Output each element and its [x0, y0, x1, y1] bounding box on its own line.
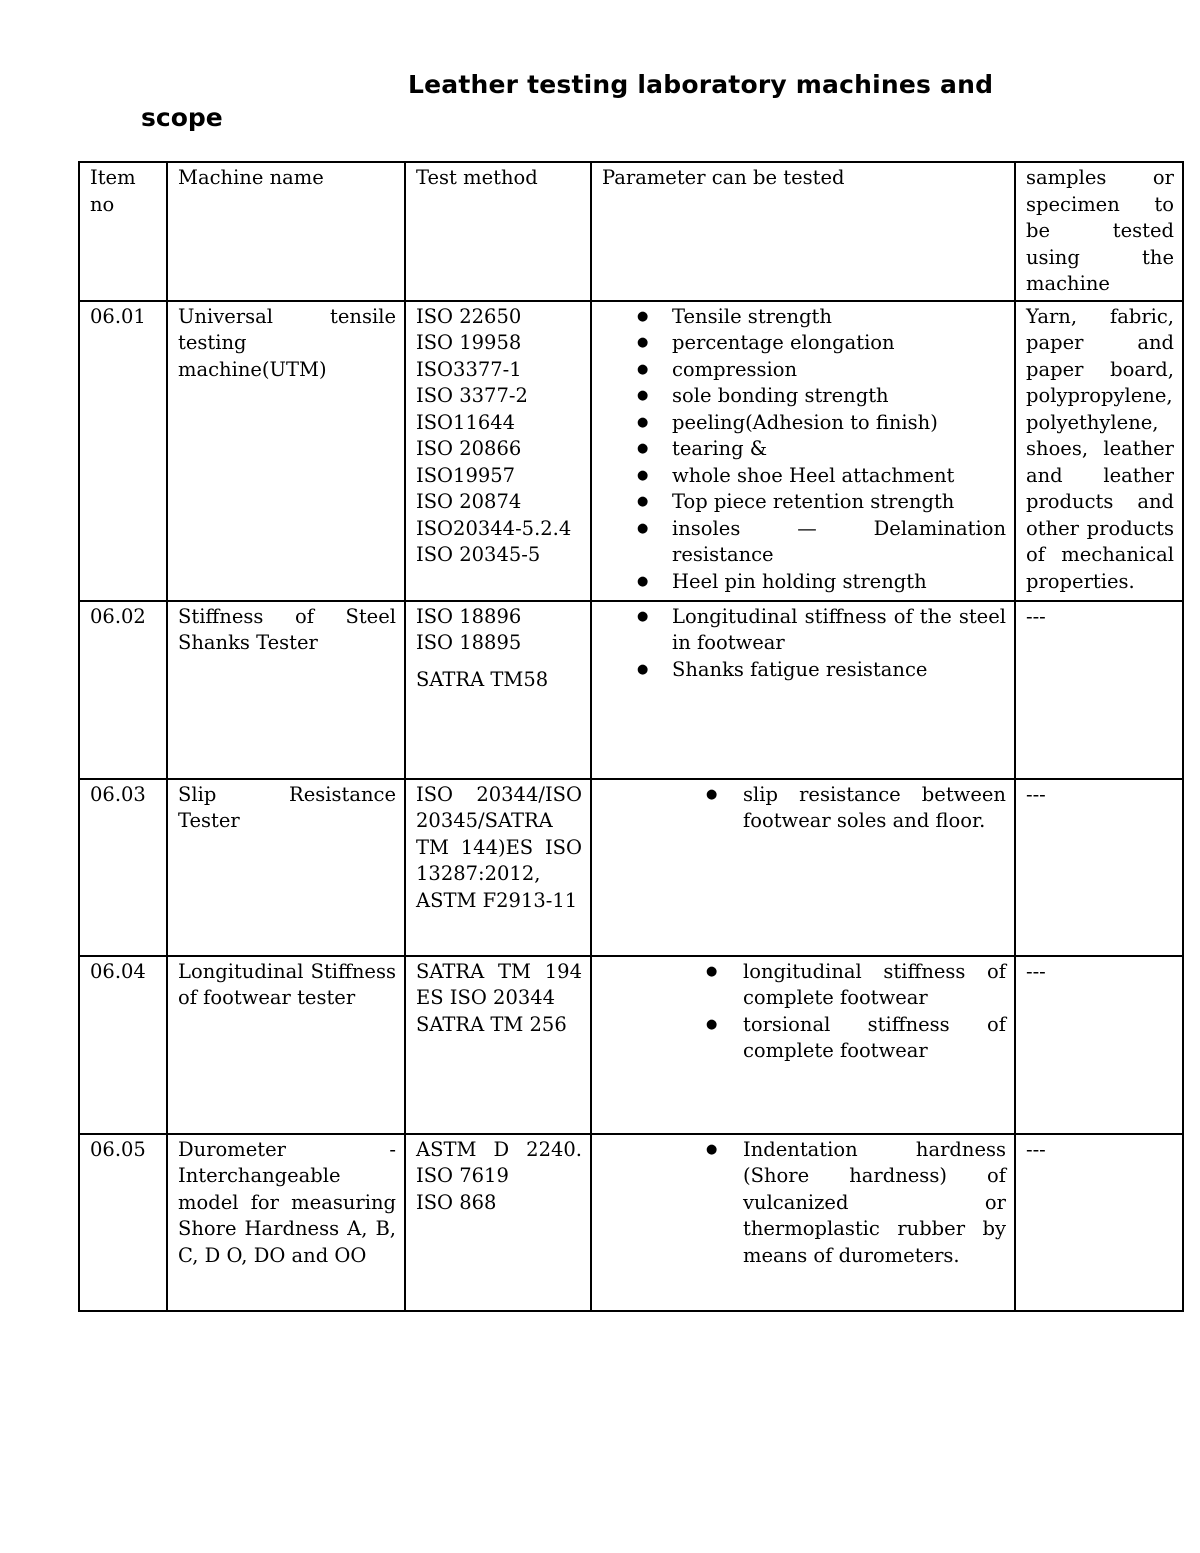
test-method-line: ISO 20874: [416, 490, 522, 513]
test-method-line: ISO 3377-2: [416, 384, 528, 407]
test-method-line: SATRA TM 194: [416, 959, 582, 983]
test-method-line: ISO19957: [416, 463, 516, 487]
parameter-cell: [591, 301, 1015, 601]
test-method-line: ISO11644: [416, 410, 516, 434]
samples-cell: ---: [1015, 779, 1183, 956]
test-method-line: SATRA TM58: [416, 667, 549, 691]
samples-cell: ---: [1015, 1134, 1183, 1311]
test-method-line: ISO 19958: [416, 331, 522, 354]
samples-cell: ---: [1015, 956, 1183, 1134]
samples-cell: ---: [1015, 601, 1183, 779]
test-method-cell: [405, 956, 591, 1134]
parameter-cell: [591, 779, 1015, 956]
machines-table: [78, 161, 1184, 1312]
parameter-list: [602, 1137, 1006, 1270]
test-method-cell: [405, 601, 591, 779]
machine-name-cell: Universal tensile testing machine(UTM): [167, 301, 405, 601]
header-machine-name: Machine name: [167, 162, 405, 301]
item-no-cell: 06.04: [79, 956, 167, 1134]
machine-name-cell: Durometer - Interchangeable model for measuring Shore Hardness A, B, C, D O, DO and OO: [167, 1134, 405, 1311]
parameter-item: ● peeling(Adhesion to finish): [602, 410, 1006, 437]
document-title-line-2: scope: [141, 103, 223, 132]
test-method-line: ISO 18896: [416, 604, 522, 628]
document-title-line-1: Leather testing laboratory machines and: [408, 70, 994, 99]
parameter-list: [602, 304, 1006, 596]
test-method-line: ISO 18895: [416, 631, 522, 654]
parameter-item: ● Shanks fatigue resistance: [602, 657, 1006, 684]
parameter-list: [602, 959, 1006, 1065]
table-header-row: [79, 162, 1183, 301]
test-method-line: ISO 868: [416, 1190, 497, 1214]
table-row: [79, 1134, 1183, 1311]
parameter-list: [602, 604, 1006, 684]
test-method-line: ISO 20866: [416, 437, 522, 460]
parameter-item: ● whole shoe Heel attachment: [602, 463, 1006, 490]
test-method-cell: [405, 301, 591, 601]
parameter-item: ● slip resistance between footwear soles and floor.: [602, 782, 1006, 835]
header-test-method: Test method: [405, 162, 591, 301]
parameter-item: ● Heel pin holding strength: [602, 569, 1006, 596]
table-row: [79, 956, 1183, 1134]
header-parameter: Parameter can be tested: [591, 162, 1015, 301]
parameter-item: ● compression: [602, 357, 1006, 384]
parameter-item: ● torsional stiffness of complete footwear: [602, 1012, 1006, 1065]
test-method-line: SATRA TM 256: [416, 1012, 567, 1036]
test-method-line: ISO 22650: [416, 304, 522, 328]
test-method-cell: ISO 20344/ISO 20345/SATRA TM 144)ES ISO 13287:2012, ASTM F2913-11: [405, 779, 591, 956]
parameter-item: ● sole bonding strength: [602, 383, 1006, 410]
test-method-line: ISO 7619: [416, 1164, 509, 1187]
machine-name-cell: Stiffness of Steel Shanks Tester: [167, 601, 405, 779]
parameter-item: ● Top piece retention strength: [602, 489, 1006, 516]
parameter-item: ● percentage elongation: [602, 330, 1006, 357]
item-no-cell: 06.01: [79, 301, 167, 601]
parameter-cell: [591, 956, 1015, 1134]
parameter-item: ● longitudinal stiffness of complete footwear: [602, 959, 1006, 1012]
header-item-no: Item no: [79, 162, 167, 301]
machine-name-cell: Slip Resistance Tester: [167, 779, 405, 956]
parameter-cell: [591, 601, 1015, 779]
table-row: [79, 779, 1183, 956]
test-method-line: ISO 20345-5: [416, 543, 541, 566]
parameter-cell: [591, 1134, 1015, 1311]
test-method-cell: [405, 1134, 591, 1311]
header-samples: samples or specimen to be tested using the machine: [1015, 162, 1183, 301]
samples-cell: Yarn, fabric, paper and paper board, polypropylene, polyethylene, shoes, leather and leather products and other products of mechanical properties.: [1015, 301, 1183, 601]
parameter-item: ● Tensile strength: [602, 304, 1006, 331]
table-row: [79, 301, 1183, 601]
test-method-line: ISO20344-5.2.4: [416, 516, 572, 540]
test-method-line: ES ISO 20344: [416, 986, 556, 1009]
parameter-item: ● tearing &: [602, 436, 1006, 463]
item-no-cell: 06.03: [79, 779, 167, 956]
test-method-line: ASTM D 2240.: [416, 1137, 582, 1161]
parameter-list: [602, 782, 1006, 835]
parameter-item: ● Indentation hardness (Shore hardness) of vulcanized or thermoplastic rubber by means of durometers.: [602, 1137, 1006, 1270]
parameter-item: ● insoles — Delamination resistance: [602, 516, 1006, 569]
item-no-cell: 06.02: [79, 601, 167, 779]
test-method-line: ISO3377-1: [416, 357, 522, 381]
parameter-item: ● Longitudinal stiffness of the steel in footwear: [602, 604, 1006, 657]
machine-name-cell: Longitudinal Stiffness of footwear tester: [167, 956, 405, 1134]
table-row: [79, 601, 1183, 779]
item-no-cell: 06.05: [79, 1134, 167, 1311]
